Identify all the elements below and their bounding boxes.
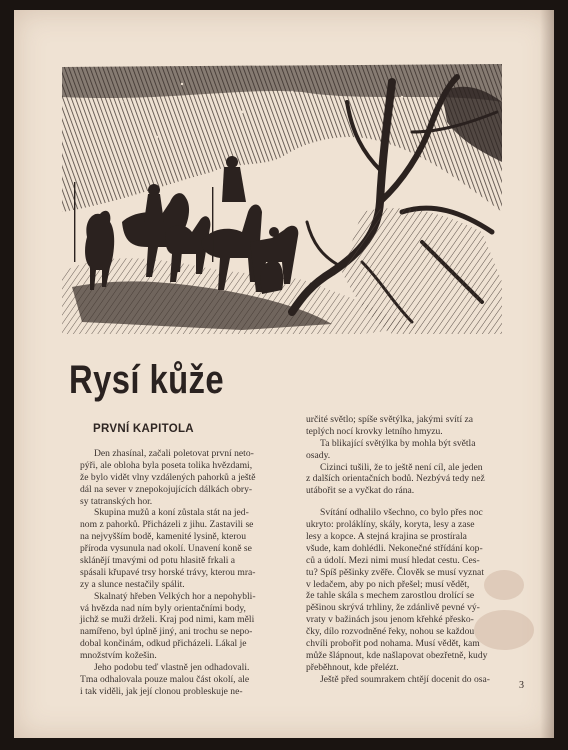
- text-column-left: [80, 448, 298, 698]
- text-line: dobal končinám, odkud přicházeli. Lákal je: [80, 638, 247, 650]
- chapter-heading: PRVNÍ KAPITOLA: [93, 423, 194, 435]
- text-line: Den zhasínal, začali poletovat první neto-: [94, 448, 254, 459]
- text-line: pěšinou skrývá trhliny, že zdánlivě pevné vý-: [306, 602, 480, 614]
- text-line: dál na sever v znepokojujících dálkách obry-: [80, 483, 253, 495]
- text-line: Jeho podobu teď vlastně jen odhadovali.: [94, 662, 250, 674]
- text-line: přeběhnout, kde přelézt.: [306, 661, 399, 673]
- text-line: tu? Spíš pěšinky zvěře. Člověk se musí vyznat: [306, 566, 484, 578]
- text-line: vraty v bažinách jsou jenom křehké přesko-: [306, 614, 474, 626]
- page-edge-shadow: [540, 10, 554, 738]
- text-line: Tma odhalovala pouze malou část okolí, ale: [80, 673, 250, 685]
- text-line: nom z pahorků. Přicházeli z jihu. Zastavili se: [80, 519, 254, 531]
- text-line: ců a údolí. Mezi nimi musí hledat cestu. Ces-: [306, 554, 480, 566]
- text-line: že bylo vidět vlny vzdálených pahorků a ještě: [80, 471, 256, 483]
- text-line: množstvím kožešin.: [80, 650, 157, 662]
- text-line: všude, kam dohlédli. Nekonečné střídání kop-: [306, 542, 483, 554]
- text-line: zy a slunce nestačily spálit.: [80, 578, 185, 590]
- text-line: může šlápnout, kde našlapovat obezřetně, kudy: [306, 649, 488, 661]
- text-column-right: [306, 414, 524, 686]
- text-line: určité světlo; spíše světýlka, jakými svítí za: [306, 414, 474, 425]
- text-line: spásali křupavé trsy horské trávy, kterou mra-: [80, 566, 256, 578]
- text-line: teplých nocí krovky letního hmyzu.: [306, 425, 443, 437]
- text-line: i tak viděli, jak její clonou probleskuje ne-: [80, 685, 243, 697]
- text-line: sklánějí tmavými od potu hlasitě frkali a: [80, 555, 236, 567]
- book-page: [14, 10, 554, 738]
- text-line: lesy a kopce. A stejná krajina se prostírala: [306, 531, 467, 543]
- text-line: utábořit se a vyčkat do rána.: [306, 485, 415, 497]
- text-line: sy tatranských hor.: [80, 495, 153, 507]
- text-line: v ledačem, aby po nich přešel; musí vědět,: [306, 578, 470, 590]
- text-line: příroda vysunula nad okolí. Unavení koně se: [80, 543, 252, 555]
- text-line: čky, dílo rozvodněné řeky, nohou se každou: [306, 626, 475, 638]
- text-line: z dalších orientačních bodů. Nezbývá tedy než: [306, 473, 485, 485]
- text-line: namířeno, byl úplně jiný, ani trochu se nepo-: [80, 626, 253, 638]
- story-title: Rysí kůže: [69, 358, 225, 402]
- text-line: Svítání odhalilo všechno, co bylo přes noc: [320, 507, 483, 519]
- text-line: jichž se muži drželi. Kraj pod nimi, kam měli: [80, 614, 255, 626]
- text-line: Skupina mužů a koní zůstala stát na jed-: [94, 507, 249, 519]
- text-line: Cizinci tušili, že to ještě není cíl, ale jeden: [320, 461, 483, 473]
- text-line: ukryto: proláklíny, skály, koryta, lesy a zase: [306, 519, 475, 531]
- text-line: Ještě před soumrakem chtějí docenit do osa-: [320, 673, 490, 685]
- page-number: 3: [519, 680, 524, 691]
- text-line: pýři, ale obloha byla poseta tolika hvězdami,: [80, 459, 253, 471]
- text-line: vá hvězda nad ním byly orientačními body,: [80, 602, 246, 614]
- text-line: že tahle skála s mechem zarostlou drolící se: [306, 590, 475, 602]
- text-line: Ta blikající světýlka by mohla být světla: [320, 437, 476, 449]
- text-line: chvíli probořit pod nohama. Musí vědět, kam: [306, 638, 480, 650]
- text-line: na nejvyšším bodě, kamenité lysině, kterou: [80, 531, 246, 543]
- illustration-riders-in-storm: [62, 62, 502, 334]
- text-line: osady.: [306, 449, 331, 461]
- paragraph-gap: [306, 497, 524, 507]
- text-line: Skalnatý hřeben Velkých hor a nepohybli-: [94, 590, 256, 602]
